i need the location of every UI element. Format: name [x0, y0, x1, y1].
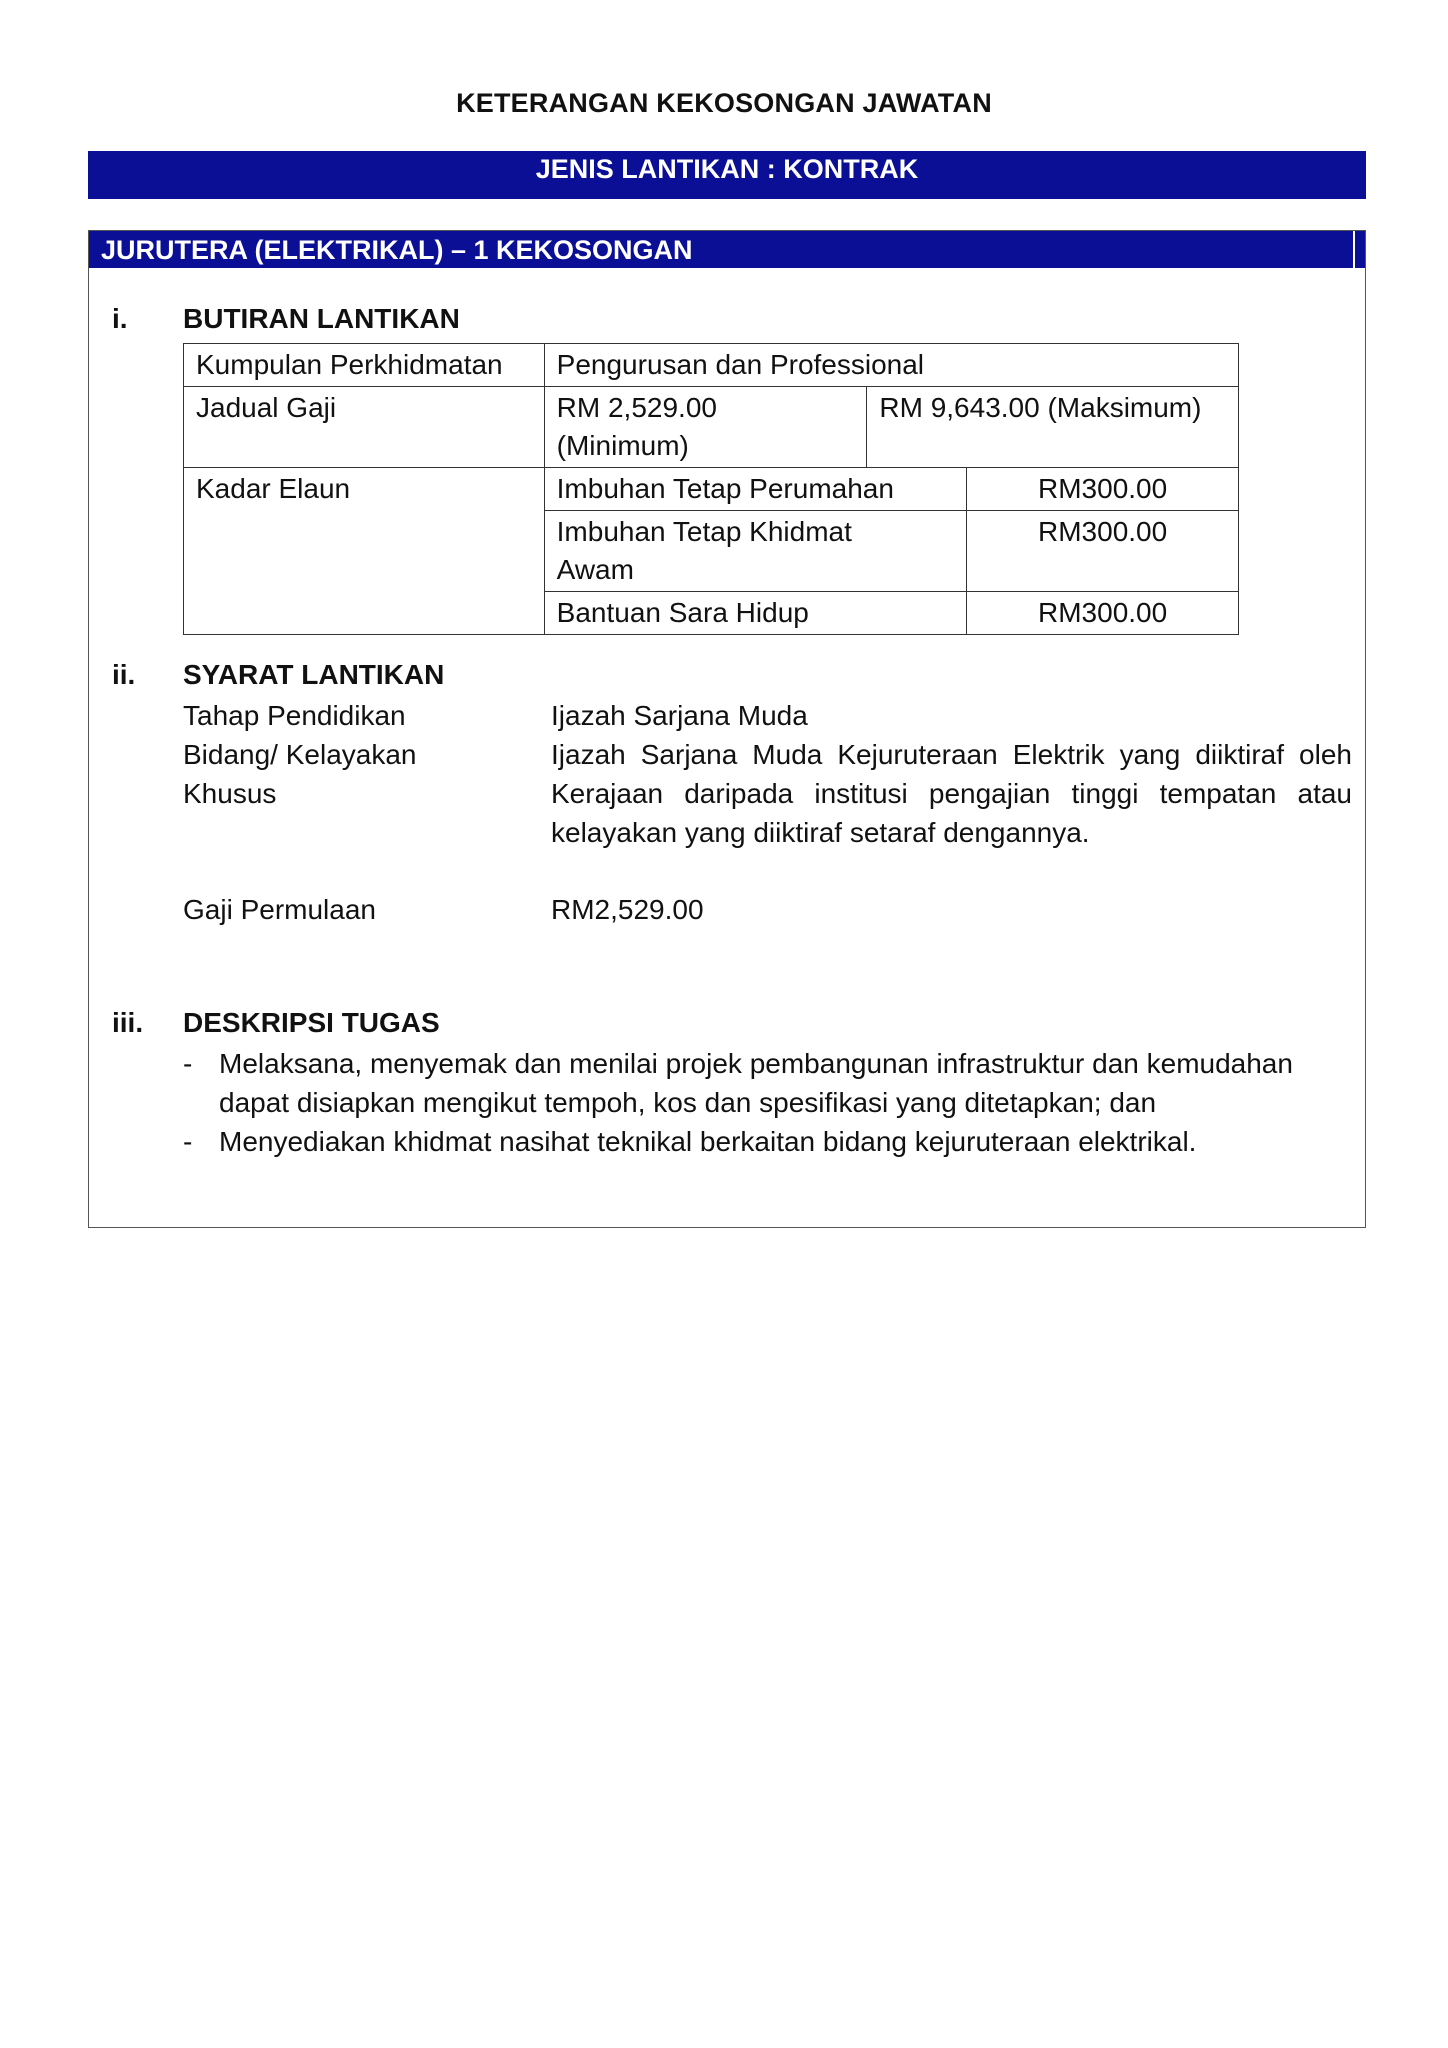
section-number-iii: iii. [112, 1007, 144, 1038]
dash-bullet: - [183, 1126, 193, 1157]
appointment-type-banner: JENIS LANTIKAN : KONTRAK [88, 151, 1366, 199]
table-row [184, 468, 1239, 511]
section-title-butiran: BUTIRAN LANTIKAN [183, 303, 460, 334]
list-item [183, 1044, 1358, 1122]
dash-bullet: - [183, 1048, 193, 1079]
page-title: KETERANGAN KEKOSONGAN JAWATAN [456, 88, 992, 118]
list-item [183, 1122, 1358, 1161]
duty-text: Menyediakan khidmat nasihat teknikal berkaitan bidang kejuruteraan elektrikal. [219, 1126, 1197, 1157]
table-row [184, 387, 1239, 468]
section-number-i: i. [112, 303, 128, 334]
duty-text: Melaksana, menyemak dan menilai projek pembangunan infrastruktur dan kemudahan dapat disiapkan mengikut tempoh, kos dan spesifikasi yang ditetapkan; dan [219, 1048, 1293, 1118]
section-number-ii: ii. [112, 659, 136, 690]
elaun-amount: RM300.00 [967, 468, 1239, 511]
kumpulan-value: Pengurusan dan Professional [544, 344, 1238, 387]
gaji-label: Gaji Permulaan [183, 894, 376, 925]
bidang-value: Ijazah Sarjana Muda Kejuruteraan Elektrik yang diiktiraf oleh Kerajaan daripada institusi pengajian tinggi tempatan atau kelayakan yang diiktiraf setaraf dengannya. [551, 739, 1352, 848]
section-title-syarat: SYARAT LANTIKAN [183, 659, 445, 690]
elaun-amount: RM300.00 [967, 592, 1239, 635]
vacancy-header: JURUTERA (ELEKTRIKAL) – 1 KEKOSONGAN [89, 231, 1365, 269]
elaun-name: Imbuhan Tetap Perumahan [544, 468, 967, 511]
jadual-min: RM 2,529.00 (Minimum) [544, 387, 867, 468]
kumpulan-label: Kumpulan Perkhidmatan [184, 344, 545, 387]
section-title-deskripsi: DESKRIPSI TUGAS [183, 1007, 440, 1038]
bidang-label-line2: Khusus [183, 778, 277, 809]
elaun-name: Imbuhan Tetap Khidmat Awam [544, 511, 967, 592]
table-row [184, 344, 1239, 387]
duty-list [183, 1044, 1358, 1161]
salary-table [183, 343, 1239, 635]
elaun-amount: RM300.00 [967, 511, 1239, 592]
jadual-label: Jadual Gaji [184, 387, 545, 468]
jadual-max: RM 9,643.00 (Maksimum) [867, 387, 1239, 468]
header-divider [1353, 231, 1355, 269]
elaun-label: Kadar Elaun [184, 468, 545, 635]
pendidikan-label: Tahap Pendidikan [183, 700, 406, 731]
gaji-value: RM2,529.00 [551, 894, 704, 925]
pendidikan-value: Ijazah Sarjana Muda [551, 700, 808, 731]
elaun-name: Bantuan Sara Hidup [544, 592, 967, 635]
bidang-label: Bidang/ Kelayakan [183, 739, 417, 770]
